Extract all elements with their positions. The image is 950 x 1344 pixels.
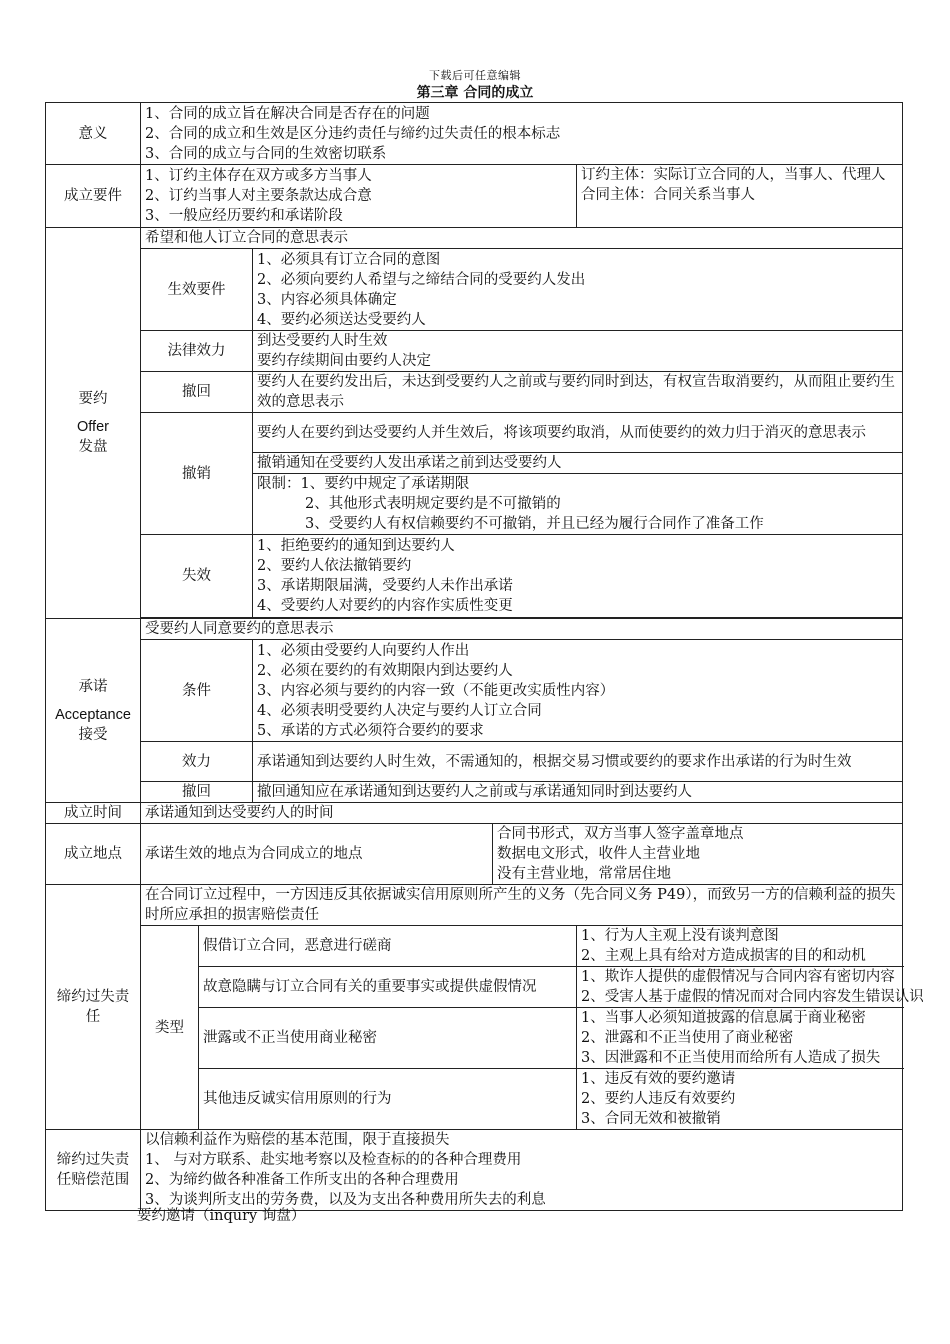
list-item: 1、欺诈人提供的虚假情况与合同内容有密切内容 — [581, 969, 895, 985]
offer-definition-row — [46, 228, 903, 249]
list-item: 限制：1、要约中规定了承诺期限 — [257, 476, 470, 492]
culpa-type-points — [577, 926, 903, 967]
offer-withdrawal-content — [253, 372, 903, 413]
formation-time-label: 成立时间 — [46, 803, 141, 824]
list-item: 3、内容必须与要约的内容一致（不能更改实质性内容） — [257, 682, 615, 699]
list-item: 3、合同无效和被撤销 — [581, 1111, 721, 1127]
culpa-definition — [141, 885, 903, 926]
significance-row — [46, 103, 903, 165]
culpa-definition-row — [46, 885, 903, 926]
formation-time-row — [46, 803, 903, 824]
list-item: 2、要约人依法撤销要约 — [257, 558, 412, 574]
offer-revocation-row — [46, 413, 903, 453]
list-item: 4、必须表明受要约人决定与要约人订立合同 — [257, 702, 542, 719]
list-item: 3、内容必须具体确定 — [257, 291, 397, 308]
culpa-types-label: 类型 — [141, 926, 199, 1130]
offer-effect-conditions-content — [253, 249, 903, 331]
list-item: 到达受要约人时生效 — [257, 333, 388, 349]
offer-definition: 希望和他人订立合同的意思表示 — [141, 228, 903, 249]
acceptance-effect-label: 效力 — [141, 742, 253, 782]
acceptance-withdrawal-row — [46, 782, 903, 803]
acceptance-conditions-label: 条件 — [141, 640, 253, 742]
culpa-type-points — [577, 967, 924, 1008]
offer-lapse-content — [253, 535, 903, 618]
list-item: 要约存续期间由要约人决定 — [257, 353, 431, 369]
list-item: 订约主体：实际订立合同的人，当事人、代理人 — [581, 167, 886, 183]
culpa-label: 缔约过失责任 — [46, 885, 141, 1130]
list-item: 1、违反有效的要约邀请 — [581, 1071, 736, 1087]
formation-time-content: 承诺通知到达受要约人的时间 — [141, 803, 903, 824]
offer-legal-effect-content — [253, 331, 903, 372]
list-item: 3、一般应经历要约和承诺阶段 — [145, 208, 343, 224]
damages-row — [46, 1130, 903, 1211]
list-item: 合同主体：合同关系当事人 — [581, 187, 755, 203]
list-item: 3、承诺期限届满，受要约人未作出承诺 — [257, 578, 513, 594]
offer-withdrawal-label: 撤回 — [141, 372, 253, 413]
culpa-type-name: 其他违反诚实信用原则的行为 — [199, 1069, 577, 1130]
list-item: 1、行为人主观上没有谈判意图 — [581, 928, 779, 944]
elements-content — [141, 165, 577, 228]
acceptance-withdrawal-label: 撤回 — [141, 782, 253, 803]
list-item: 2、泄露和不正当使用了商业秘密 — [581, 1030, 794, 1046]
acceptance-withdrawal-content: 撤回通知应在承诺通知到达要约人之前或与承诺通知同时到达要约人 — [253, 782, 903, 803]
offer-effect-conditions-row — [46, 249, 903, 331]
list-item: 以信赖利益作为赔偿的基本范围，限于直接损失 — [145, 1132, 450, 1148]
list-item: 2、必须向要约人希望与之缔结合同的受要约人发出 — [257, 271, 586, 288]
offer-label-en: Offer — [77, 419, 109, 435]
offer-label-cn2: 发盘 — [78, 439, 108, 455]
culpa-type-points — [577, 1008, 903, 1069]
header-note: 下载后可任意编辑 — [429, 69, 521, 82]
acceptance-label-en: Acceptance — [55, 706, 131, 723]
page-title: 第三章 合同的成立 — [416, 85, 534, 101]
acceptance-label — [46, 619, 141, 803]
list-item: 没有主营业地，常常居住地 — [497, 866, 671, 882]
damages-label-text: 缔约过失责任赔偿范围 — [56, 1152, 130, 1188]
acceptance-definition-row — [46, 619, 903, 640]
elements-row — [46, 165, 903, 228]
list-item: 2、订约当事人对主要条款达成合意 — [145, 188, 372, 204]
offer-legal-effect-label: 法律效力 — [141, 331, 253, 372]
offer-lapse-row — [46, 535, 903, 618]
culpa-type-name — [199, 967, 577, 1008]
list-item: 3、受要约人有权信赖要约不可撤销，并且已经为履行合同作了准备工作 — [305, 516, 764, 532]
acceptance-effect-content — [253, 742, 903, 782]
list-item: 数据电文形式，收件人主营业地 — [497, 846, 700, 862]
list-item: 2、受害人基于虚假的情况而对合同内容发生错误认识 — [581, 989, 924, 1005]
acceptance-effect-row — [46, 742, 903, 782]
formation-place-content: 承诺生效的地点为合同成立的地点 — [141, 824, 493, 885]
list-item: 4、要约必须送达受要约人 — [257, 311, 426, 328]
offer-legal-effect-row — [46, 331, 903, 372]
offer-label-cn: 要约 — [78, 391, 108, 407]
acceptance-label-cn: 承诺 — [78, 678, 108, 695]
offer-revocation-content — [253, 413, 903, 453]
offer-label — [46, 228, 141, 619]
culpa-type-points — [577, 1069, 903, 1130]
footer-note: 要约邀请（inqury 询盘） — [137, 1208, 306, 1224]
acceptance-effect-text: 承诺通知到达要约人时生效，不需通知的，根据交易习惯或要约的要求作出承诺的行为时生效 — [257, 753, 852, 770]
culpa-type-name-text: 故意隐瞒与订立合同有关的重要事实或提供虚假情况 — [203, 979, 537, 995]
offer-revocation-text: 要约人在要约到达受要约人并生效后，将该项要约取消，从而使要约的效力归于消灭的意思表示 — [257, 424, 866, 441]
list-item: 2、主观上具有给对方造成损害的目的和动机 — [581, 948, 866, 964]
list-item: 2、其他形式表明规定要约是不可撤销的 — [305, 496, 561, 512]
list-item: 3、因泄露和不正当使用而给所有人造成了损失 — [581, 1050, 881, 1066]
offer-revocation-label: 撤销 — [141, 413, 253, 535]
acceptance-label-cn2: 接受 — [78, 726, 108, 743]
list-item: 1、必须由受要约人向要约人作出 — [257, 642, 470, 659]
offer-effect-conditions-label: 生效要件 — [141, 249, 253, 331]
formation-place-row — [46, 824, 903, 885]
list-item: 1、合同的成立旨在解决合同是否存在的问题 — [145, 105, 430, 122]
list-item: 4、受要约人对要约的内容作实质性变更 — [257, 598, 513, 614]
culpa-type-name: 假借订立合同，恶意进行磋商 — [199, 926, 577, 967]
list-item: 1、当事人必须知道披露的信息属于商业秘密 — [581, 1010, 866, 1026]
culpa-type-row — [46, 926, 903, 967]
list-item: 5、承诺的方式必须符合要约的要求 — [257, 722, 484, 739]
list-item: 1、必须具有订立合同的意图 — [257, 251, 441, 268]
significance-label: 意义 — [46, 103, 141, 165]
list-item: 3、为谈判所支出的劳务费，以及为支出各种费用所失去的利息 — [145, 1192, 546, 1208]
acceptance-conditions-row — [46, 640, 903, 742]
significance-content — [141, 103, 903, 165]
contract-formation-table — [45, 102, 924, 1211]
list-item: 3、合同的成立与合同的生效密切联系 — [145, 145, 387, 162]
list-item: 2、必须在要约的有效期限内到达要约人 — [257, 662, 513, 679]
offer-revocation-timing: 撤销通知在受要约人发出承诺之前到达受要约人 — [253, 453, 903, 474]
acceptance-definition: 受要约人同意要约的意思表示 — [141, 619, 903, 640]
offer-lapse-label: 失效 — [141, 535, 253, 618]
list-item: 2、合同的成立和生效是区分违约责任与缔约过失责任的根本标志 — [145, 125, 561, 142]
list-item: 1、拒绝要约的通知到达要约人 — [257, 538, 455, 554]
list-item: 2、要约人违反有效要约 — [581, 1091, 736, 1107]
damages-label — [46, 1130, 141, 1211]
list-item: 1、订约主体存在双方或多方当事人 — [145, 168, 372, 184]
offer-withdrawal-row — [46, 372, 903, 413]
damages-content — [141, 1130, 903, 1211]
list-item: 2、为缔约做各种准备工作所支出的各种合理费用 — [145, 1172, 459, 1188]
offer-revocation-limits — [253, 474, 903, 535]
elements-label: 成立要件 — [46, 165, 141, 228]
culpa-type-name: 泄露或不正当使用商业秘密 — [199, 1008, 577, 1069]
formation-place-label: 成立地点 — [46, 824, 141, 885]
list-item: 合同书形式，双方当事人签字盖章地点 — [497, 826, 744, 842]
elements-side-note — [577, 165, 903, 228]
offer-withdrawal-text: 要约人在要约发出后，未达到受要约人之前或与要约同时到达，有权宣告取消要约，从而阻止要约生效的意思表示 — [257, 374, 895, 410]
formation-place-side — [493, 824, 903, 885]
list-item: 1、 与对方联系、赴实地考察以及检查标的的各种合理费用 — [145, 1152, 522, 1168]
culpa-definition-text: 在合同订立过程中，一方因违反其依据诚实信用原则所产生的义务（先合同义务 P49），而致另一方的信赖利益的损失时所应承担的损害赔偿责任 — [145, 887, 896, 923]
acceptance-conditions-content — [253, 640, 903, 742]
